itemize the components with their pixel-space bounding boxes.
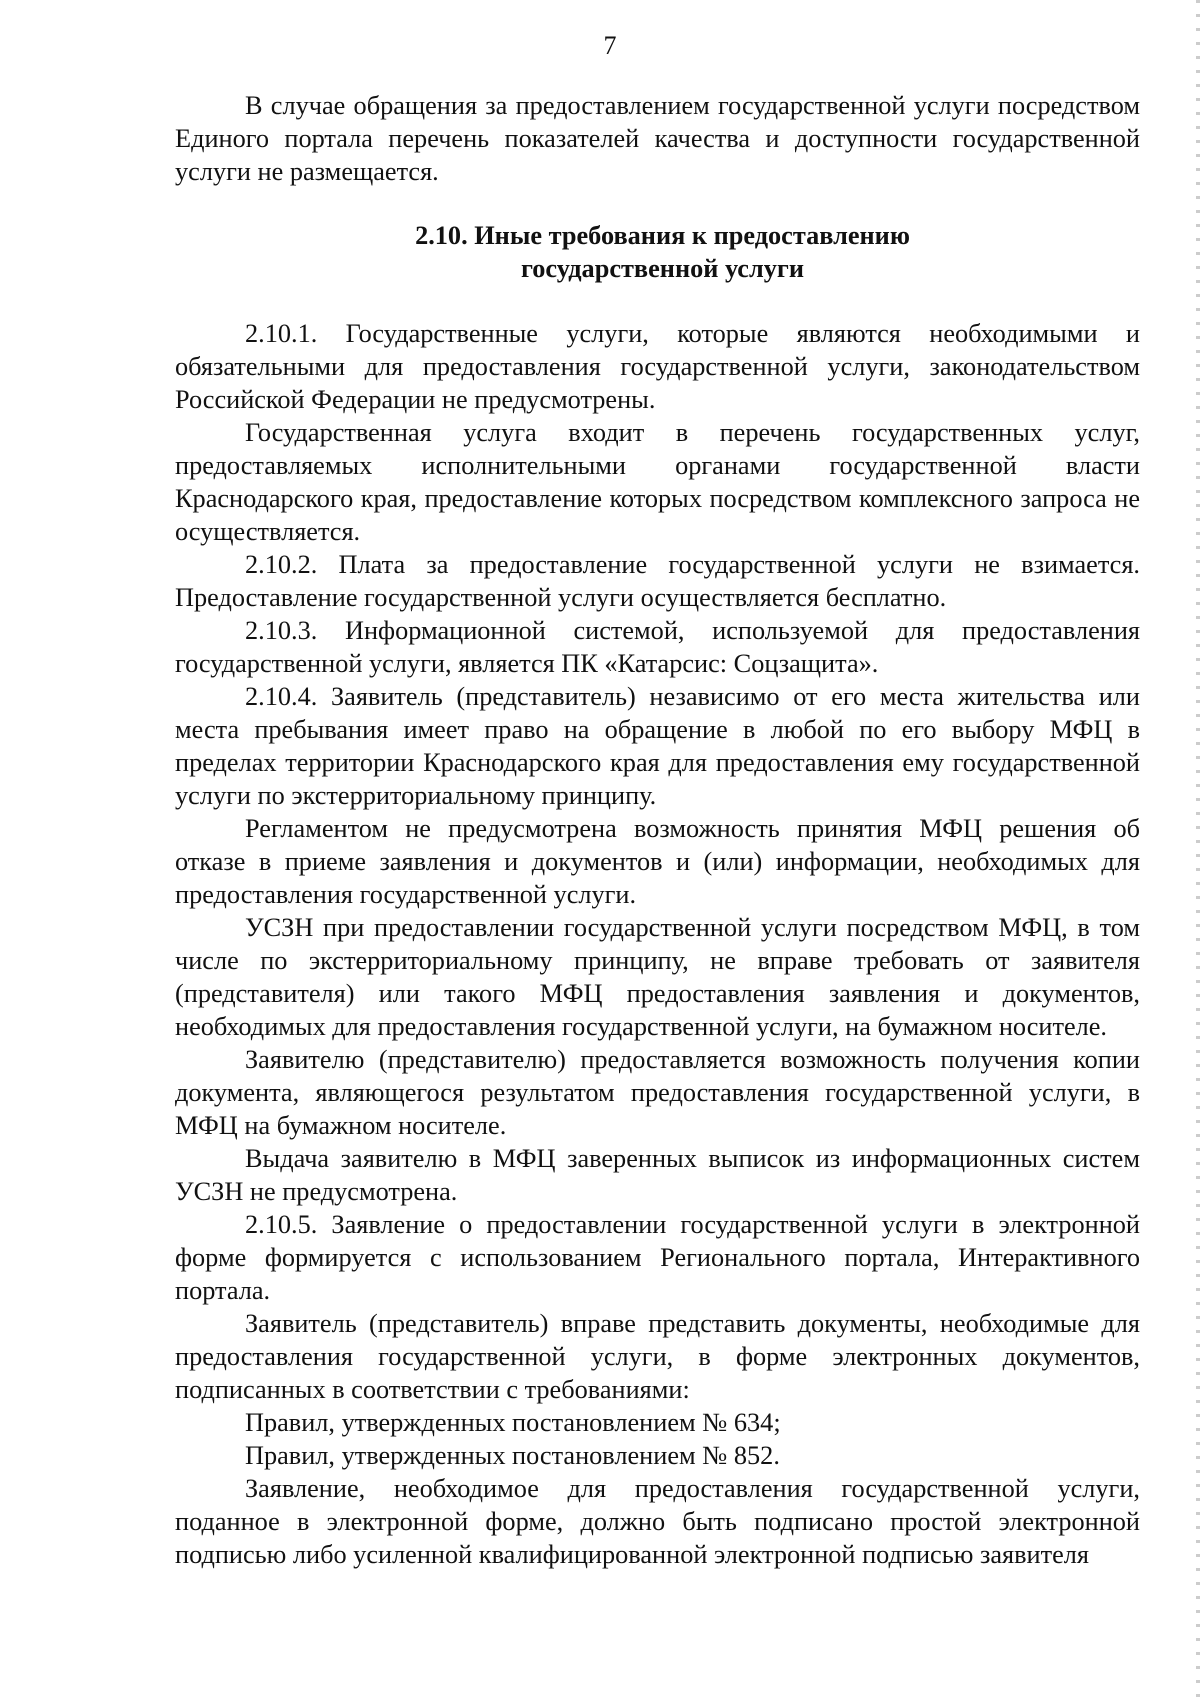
paragraph-2-10-2: 2.10.2. Плата за предоставление государственной услуги не взимается. Предоставление государственной услуги осуществляется бесплатно.	[175, 550, 1140, 612]
paragraph-electronic-signature: Заявление, необходимое для предоставления государственной услуги, поданное в электронной форме, должно быть подписано простой электронной подписью либо усиленной квалифицированной электронной подписью заявителя	[175, 1474, 1140, 1569]
paragraph-electronic-documents: Заявитель (представитель) вправе представить документы, необходимые для предоставления государственной услуги, в форме электронных документов, подписанных в соответствии с требованиями:	[175, 1309, 1140, 1404]
paragraph-2-10-5: 2.10.5. Заявление о предоставлении государственной услуги в электронной форме формируется с использованием Регионального портала, Интерактивного портала.	[175, 1210, 1140, 1305]
section-heading-2-10	[175, 219, 1140, 285]
paragraph-rules-634: Правил, утвержденных постановлением № 634;	[245, 1408, 781, 1437]
paragraph-paper-copy: Заявителю (представителю) предоставляется возможность получения копии документа, являющегося результатом предоставления государственной услуги, в МФЦ на бумажном носителе.	[175, 1045, 1140, 1140]
paragraph-extracts: Выдача заявителю в МФЦ заверенных выписок из информационных систем УСЗН не предусмотрена.	[175, 1144, 1140, 1206]
paragraph-2-10-1: 2.10.1. Государственные услуги, которые являются необходимыми и обязательными для предоставления государственной услуги, законодательством Российской Федерации не предусмотрены.	[175, 319, 1140, 414]
section-heading-line-2: государственной услуги	[521, 254, 804, 283]
page-number: 7	[603, 31, 617, 60]
paragraph-uszn-mfc: УСЗН при предоставлении государственной услуги посредством МФЦ, в том числе по экстерриториальному принципу, не вправе требовать от заявителя (представителя) или такого МФЦ предоставления заявления и документов, необходимых для предоставления государственной услуги, на бумажном носителе.	[175, 913, 1140, 1041]
scan-edge-marks	[1196, 0, 1200, 1697]
document-body	[175, 89, 1140, 1571]
paragraph-quality-indicators: В случае обращения за предоставлением государственной услуги посредством Единого портала перечень показателей качества и доступности государственной услуги не размещается.	[175, 91, 1140, 186]
paragraph-rules-852: Правил, утвержденных постановлением № 852.	[245, 1441, 780, 1470]
paragraph-2-10-3: 2.10.3. Информационной системой, используемой для предоставления государственной услуги, является ПК «Катарсис: Соцзащита».	[175, 616, 1140, 678]
paragraph-2-10-4: 2.10.4. Заявитель (представитель) независимо от его места жительства или места пребывания имеет право на обращение в любой по его выбору МФЦ в пределах территории Краснодарского края для предоставления ему государственной услуги по экстерриториальному принципу.	[175, 682, 1140, 810]
section-heading-line-1: 2.10. Иные требования к предоставлению	[415, 221, 910, 250]
paragraph-no-refusal: Регламентом не предусмотрена возможность принятия МФЦ решения об отказе в приеме заявления и документов и (или) информации, необходимых для предоставления государственной услуги.	[175, 814, 1140, 909]
paragraph-complex-request: Государственная услуга входит в перечень государственных услуг, предоставляемых исполнительными органами государственной власти Краснодарского края, предоставление которых посредством комплексного запроса не осуществляется.	[175, 418, 1140, 546]
